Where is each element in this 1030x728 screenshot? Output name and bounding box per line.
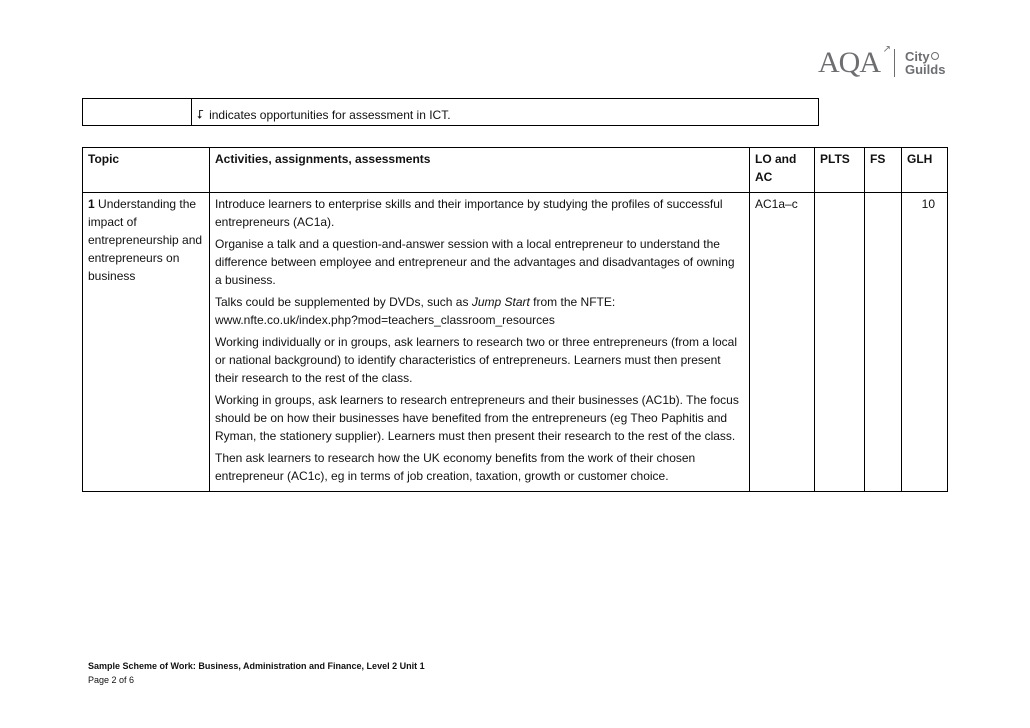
plts-cell — [815, 193, 865, 492]
activity-paragraph: Working individually or in groups, ask learners to research two or three entrepreneurs (from a local or national background) to identify characteristics of entrepreneurs. Learners must then present their research to the rest of the class. — [215, 335, 738, 385]
ict-note — [192, 99, 451, 125]
city-guilds-logo: City Guilds — [905, 49, 946, 77]
header-activities: Activities, assignments, assessments — [210, 148, 750, 193]
scheme-of-work-table — [82, 147, 948, 492]
dvd-title: Jump Start — [471, 295, 530, 309]
page-footer — [88, 659, 425, 687]
page-number: Page 2 of 6 — [88, 675, 135, 685]
aqa-city-guilds-logo — [818, 46, 945, 80]
lo-ac-cell: AC1a–c — [750, 193, 815, 492]
ict-note-spacer-cell — [83, 99, 192, 125]
topic-cell — [83, 193, 210, 492]
city-guilds-ring-icon — [931, 52, 939, 60]
topic-number: 1 — [88, 197, 95, 211]
header-plts: PLTS — [815, 148, 865, 193]
activities-cell — [210, 193, 750, 492]
activity-paragraph-talks: Talks could be supplemented by DVDs, such as Jump Start from the NFTE: www.nfte.co.uk/index.php?mod=teachers_classroom_resources — [215, 295, 616, 327]
footer-title: Sample Scheme of Work: Business, Administration and Finance, Level 2 Unit 1 — [88, 661, 425, 671]
fs-cell — [865, 193, 902, 492]
ict-note-text: indicates opportunities for assessment in ICT. — [209, 107, 451, 122]
ict-note-box — [82, 98, 819, 126]
mouse-pointer-icon: ⮦ — [197, 107, 205, 121]
header-topic: Topic — [83, 148, 210, 193]
activity-paragraph: Then ask learners to research how the UK economy benefits from the work of their chosen entrepreneur (AC1c), eg in terms of job creation, taxation, growth or customer choice. — [215, 451, 696, 483]
header-fs: FS — [865, 148, 902, 193]
activity-paragraph: Organise a talk and a question-and-answer session with a local entrepreneur to understand the difference between employee and entrepreneur and the advantages and disadvantages of owning a business. — [215, 237, 735, 287]
header-lo-ac: LO and AC — [750, 148, 815, 193]
activity-paragraph: Working in groups, ask learners to research entrepreneurs and their businesses (AC1b). The focus should be on how their businesses have benefited from the entrepreneurs (eg Theo Paphitis and Ryman, the stationery supplier). Learners must then present their research to the rest of the class. — [215, 393, 739, 443]
topic-title: Understanding the impact of entrepreneurship and entrepreneurs on business — [88, 197, 203, 283]
table-header-row — [83, 148, 948, 193]
header-glh: GLH — [902, 148, 948, 193]
table-row — [83, 193, 948, 492]
glh-cell: 10 — [902, 193, 948, 492]
nfte-link[interactable]: www.nfte.co.uk/index.php?mod=teachers_classroom_resources — [215, 313, 555, 327]
logo-divider — [894, 49, 895, 77]
activity-paragraph: Introduce learners to enterprise skills and their importance by studying the profiles of successful entrepreneurs (AC1a). — [215, 197, 723, 229]
aqa-logo: AQA ↗ — [818, 44, 890, 79]
